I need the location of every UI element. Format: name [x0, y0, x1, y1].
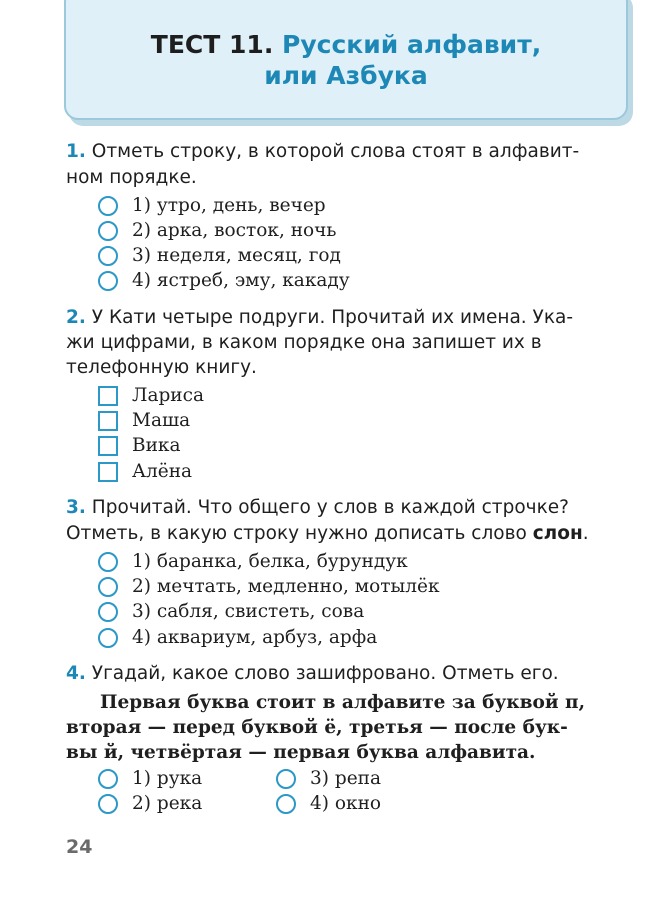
- radio-circle-icon[interactable]: [98, 769, 118, 789]
- q4-option-1[interactable]: [98, 766, 202, 791]
- test-title-box: [64, 0, 628, 120]
- question-2-text-line-2: жи цифрами, в каком порядке она запишет их в: [66, 332, 542, 353]
- question-2-text-line-1: У Кати четыре подруги. Прочитай их имена. Ука-: [91, 307, 574, 328]
- radio-circle-icon[interactable]: [98, 602, 118, 622]
- riddle-letter-y: й: [103, 742, 118, 763]
- q4-option-2-label: 2) река: [132, 793, 203, 814]
- q4-option-2[interactable]: [98, 791, 202, 816]
- riddle-line-1: [100, 690, 626, 716]
- q1-option-2-label: 2) арка, восток, ночь: [132, 220, 337, 241]
- question-3-line-2: [66, 521, 626, 547]
- q4-option-4[interactable]: [276, 791, 381, 816]
- q2-name-4[interactable]: [98, 459, 192, 484]
- question-1-line-2: [66, 165, 626, 191]
- riddle-letter-yo: ё: [324, 717, 337, 738]
- radio-circle-icon[interactable]: [276, 794, 296, 814]
- radio-circle-icon[interactable]: [98, 221, 118, 241]
- q2-name-1-label: Лариса: [132, 385, 205, 406]
- radio-circle-icon[interactable]: [98, 271, 118, 291]
- riddle-text-3c: , четвёртая — первая буква алфавита.: [117, 742, 536, 763]
- q3-option-4-label: 4) аквариум, арбуз, арфа: [132, 627, 378, 648]
- q2-name-1[interactable]: [98, 383, 204, 408]
- q2-name-2[interactable]: [98, 408, 190, 433]
- question-4-text-line-1: Угадай, какое слово зашифровано. Отметь его.: [91, 663, 559, 684]
- q4-option-3[interactable]: [276, 766, 381, 791]
- q3-option-1[interactable]: [98, 549, 408, 574]
- riddle-letter-p: п: [565, 692, 579, 713]
- question-1-text-line-2: ном порядке.: [66, 167, 197, 188]
- question-4: [66, 661, 626, 687]
- question-1: [66, 139, 626, 165]
- question-1-text-line-1: Отметь строку, в которой слова стоят в алфавит-: [91, 141, 580, 162]
- q1-option-3[interactable]: [98, 243, 341, 268]
- test-title-line-1: [66, 30, 626, 59]
- question-3-text-line-2: Отметь, в какую строку нужно дописать слово: [66, 523, 533, 544]
- test-number: 11.: [229, 30, 274, 59]
- question-2: [66, 305, 626, 331]
- q3-option-3[interactable]: [98, 599, 364, 624]
- radio-circle-icon[interactable]: [98, 577, 118, 597]
- question-4-number: 4.: [66, 663, 86, 684]
- q2-name-2-label: Маша: [132, 410, 191, 431]
- radio-circle-icon[interactable]: [276, 769, 296, 789]
- q4-option-3-label: 3) репа: [310, 768, 382, 789]
- q4-option-4-label: 4) окно: [310, 793, 382, 814]
- question-2-line-3: [66, 355, 626, 381]
- test-label: ТЕСТ: [150, 30, 221, 59]
- question-2-line-2: [66, 330, 626, 356]
- q3-option-2[interactable]: [98, 574, 440, 599]
- q1-option-4[interactable]: [98, 268, 350, 293]
- q3-option-3-label: 3) сабля, свистеть, сова: [132, 601, 365, 622]
- question-2-number: 2.: [66, 307, 86, 328]
- q1-option-4-label: 4) ястреб, эму, какаду: [132, 270, 350, 291]
- riddle-line-2: [66, 715, 626, 741]
- q2-name-3[interactable]: [98, 433, 181, 458]
- answer-box-icon[interactable]: [98, 411, 118, 431]
- test-title-line-2: [66, 61, 626, 90]
- radio-circle-icon[interactable]: [98, 794, 118, 814]
- q2-name-3-label: Вика: [132, 435, 181, 456]
- question-3-keyword: слон: [532, 523, 583, 544]
- q1-option-3-label: 3) неделя, месяц, год: [132, 245, 341, 266]
- answer-box-icon[interactable]: [98, 462, 118, 482]
- question-3-text-line-1: Прочитай. Что общего у слов в каждой строчке?: [91, 497, 569, 518]
- radio-circle-icon[interactable]: [98, 196, 118, 216]
- q1-option-1-label: 1) утро, день, вечер: [132, 195, 326, 216]
- radio-circle-icon[interactable]: [98, 246, 118, 266]
- question-1-number: 1.: [66, 141, 86, 162]
- q3-option-2-label: 2) мечтать, медленно, мотылёк: [132, 576, 440, 597]
- riddle-text-2c: , третья — после бук-: [336, 717, 568, 738]
- q4-option-1-label: 1) рука: [132, 768, 203, 789]
- answer-box-icon[interactable]: [98, 386, 118, 406]
- question-3-number: 3.: [66, 497, 86, 518]
- riddle-text-1c: ,: [578, 692, 586, 713]
- riddle-line-3: [66, 740, 626, 766]
- q2-name-4-label: Алёна: [132, 461, 193, 482]
- test-topic-line-2: или Азбука: [264, 61, 428, 90]
- q3-option-4[interactable]: [98, 625, 377, 650]
- test-topic-line-1: Русский алфавит,: [282, 30, 542, 59]
- q1-option-2[interactable]: [98, 218, 336, 243]
- riddle-text-1a: Первая буква стоит в алфавите за буквой: [100, 692, 566, 713]
- answer-box-icon[interactable]: [98, 436, 118, 456]
- question-2-text-line-3: телефонную книгу.: [66, 357, 257, 378]
- q1-option-1[interactable]: [98, 193, 326, 218]
- radio-circle-icon[interactable]: [98, 552, 118, 572]
- q3-option-1-label: 1) баранка, белка, бурундук: [132, 551, 408, 572]
- riddle-text-2a: вторая — перед буквой: [66, 717, 325, 738]
- radio-circle-icon[interactable]: [98, 628, 118, 648]
- question-3: [66, 495, 626, 521]
- question-3-period: .: [582, 523, 589, 544]
- riddle-text-3a: вы: [66, 742, 104, 763]
- page-number: 24: [66, 836, 93, 858]
